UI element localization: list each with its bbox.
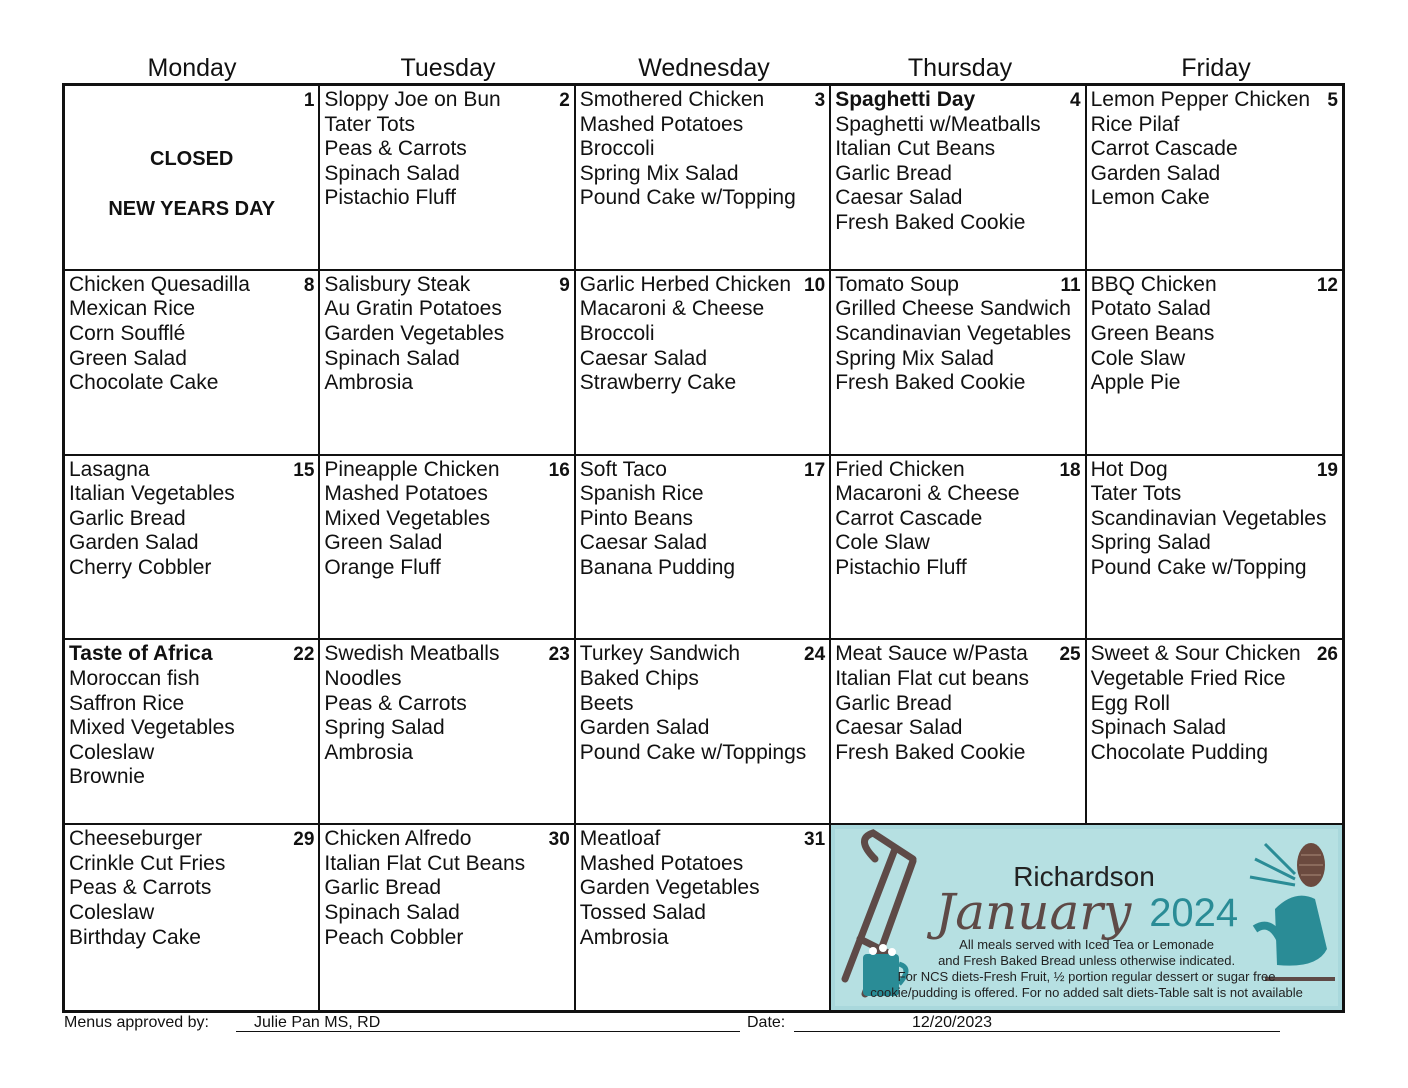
menu-item: Caesar Salad — [835, 716, 963, 740]
menu-item: Carrot Cascade — [835, 506, 983, 530]
day-cell-19 — [1087, 456, 1342, 641]
menu-item: Green Salad — [69, 346, 187, 370]
day-header-tuesday: Tuesday — [400, 54, 496, 82]
menu-item: Brownie — [69, 765, 145, 789]
banner-note-line: cookie/pudding is offered. For no added salt diets-Table salt is not available — [870, 985, 1303, 1001]
day-cell-25 — [831, 640, 1086, 825]
menu-item: Ambrosia — [324, 740, 414, 764]
menu-item: Spring Salad — [324, 716, 445, 740]
menu-item: Pistachio Fluff — [324, 186, 456, 210]
weekday-header — [64, 52, 1344, 84]
menu-item: Strawberry Cake — [579, 371, 737, 395]
menu-item: Chicken Alfredo — [324, 827, 472, 851]
menu-item: Fresh Baked Cookie — [835, 210, 1026, 234]
menu-item: Garden Salad — [1090, 161, 1221, 185]
menu-item: Cole Slaw — [1090, 346, 1186, 370]
day-number: 31 — [804, 829, 826, 851]
approval-footer — [64, 1012, 1344, 1034]
day-cell-10 — [576, 271, 831, 456]
menu-item: Garlic Bread — [69, 506, 186, 530]
menu-item: Moroccan fish — [69, 666, 200, 690]
menu-item: Birthday Cake — [69, 925, 201, 949]
menu-item: Peas & Carrots — [69, 876, 212, 900]
menu-item: Pound Cake w/Toppings — [579, 740, 807, 764]
menu-item: Garden Vegetables — [324, 321, 505, 345]
menu-item: Grilled Cheese Sandwich — [835, 297, 1071, 321]
closed-line: NEW YEARS DAY — [108, 198, 276, 220]
day-cell-16 — [320, 456, 575, 641]
menu-item: Garden Salad — [69, 531, 199, 555]
menu-item: Fried Chicken — [835, 457, 965, 481]
day-header-monday: Monday — [147, 54, 237, 82]
menu-item: Mixed Vegetables — [324, 506, 491, 530]
day-number: 9 — [559, 274, 570, 296]
menu-item: Spring Salad — [1090, 531, 1211, 555]
day-cell-26 — [1087, 640, 1342, 825]
menu-item: Meat Sauce w/Pasta — [835, 642, 1028, 666]
day-number: 30 — [548, 829, 570, 851]
day-cell-3 — [576, 86, 831, 271]
menu-item: Noodles — [324, 666, 402, 690]
day-cell-5 — [1087, 86, 1342, 271]
menu-item: Turkey Sandwich — [579, 642, 741, 666]
banner-note-line: and Fresh Baked Bread unless otherwise indicated. — [938, 953, 1236, 969]
menu-item: Salisbury Steak — [324, 272, 471, 296]
menu-item: Chocolate Pudding — [1090, 740, 1269, 764]
menu-item: Egg Roll — [1090, 691, 1170, 715]
day-cell-18 — [831, 456, 1086, 641]
menu-item: Mexican Rice — [69, 297, 196, 321]
menu-item: Banana Pudding — [579, 555, 736, 579]
menu-item: Chocolate Cake — [69, 371, 219, 395]
menu-item: Spinach Salad — [324, 161, 460, 185]
closed-notice — [65, 134, 318, 234]
day-number: 26 — [1316, 644, 1338, 666]
menu-item: Green Salad — [324, 531, 443, 555]
menu-item: Italian Flat Cut Beans — [324, 851, 526, 875]
day-cell-2 — [320, 86, 575, 271]
day-header-wednesday: Wednesday — [638, 54, 770, 82]
banner-location: Richardson — [1013, 861, 1155, 893]
menu-item: Mashed Potatoes — [579, 112, 744, 136]
menu-item: Pound Cake w/Topping — [579, 186, 796, 210]
day-cell-31 — [576, 825, 831, 1010]
day-cell-22 — [65, 640, 320, 825]
menu-item: Mixed Vegetables — [69, 716, 235, 740]
menu-item: Smothered Chicken — [579, 88, 765, 111]
day-cell-9 — [320, 271, 575, 456]
menu-item: Sweet & Sour Chicken — [1090, 642, 1301, 666]
menu-item: Spinach Salad — [1090, 716, 1227, 740]
banner-note-line: All meals served with Iced Tea or Lemonade — [959, 937, 1214, 953]
day-number: 29 — [293, 829, 315, 851]
day-number: 1 — [303, 90, 315, 111]
menu-item: Caesar Salad — [835, 186, 963, 210]
menu-item: Potato Salad — [1090, 297, 1211, 321]
menu-item: BBQ Chicken — [1090, 272, 1217, 296]
day-cell-8 — [65, 271, 320, 456]
menu-item: Tater Tots — [1090, 482, 1182, 506]
day-number: 22 — [293, 644, 315, 666]
menu-item: Pound Cake w/Topping — [1090, 555, 1307, 579]
menu-item: Lemon Pepper Chicken — [1090, 88, 1311, 111]
day-cell-15 — [65, 456, 320, 641]
menu-item: Cheeseburger — [69, 827, 203, 851]
menu-item: Garlic Bread — [324, 876, 442, 900]
menu-item: Tossed Salad — [579, 900, 706, 924]
menu-calendar-grid — [62, 83, 1345, 1013]
menu-item: Mashed Potatoes — [324, 482, 488, 506]
menu-item: Broccoli — [579, 321, 655, 345]
menu-item: Spring Mix Salad — [579, 161, 739, 185]
menu-item: Tomato Soup — [835, 272, 959, 296]
menu-item: Carrot Cascade — [1090, 137, 1238, 161]
menu-item: Hot Dog — [1090, 457, 1168, 481]
menu-item: Tater Tots — [324, 112, 416, 136]
day-cell-11 — [831, 271, 1086, 456]
day-number: 23 — [548, 644, 570, 666]
menu-item: Coleslaw — [69, 740, 155, 764]
menu-item: Spinach Salad — [324, 346, 460, 370]
menu-item: Cherry Cobbler — [69, 555, 212, 579]
menu-item: Sloppy Joe on Bun — [324, 88, 501, 111]
day-number: 11 — [1060, 274, 1081, 296]
menu-item: Beets — [579, 691, 634, 715]
day-number: 15 — [293, 459, 315, 481]
day-number: 19 — [1316, 459, 1338, 481]
menu-item: Caesar Salad — [579, 531, 708, 555]
menu-item: Spanish Rice — [579, 482, 704, 506]
menu-item: Pinto Beans — [579, 506, 694, 530]
menu-item: Baked Chips — [579, 666, 699, 690]
menu-item: Italian Cut Beans — [835, 137, 996, 161]
menu-item: Macaroni & Cheese — [579, 297, 765, 321]
day-cell-24 — [576, 640, 831, 825]
day-number: 4 — [1070, 90, 1081, 111]
pinecone-icon — [1250, 843, 1325, 887]
day-cell-1 — [65, 86, 320, 271]
day-cell-4 — [831, 86, 1086, 271]
menu-item: Green Beans — [1090, 321, 1215, 345]
banner-notes — [835, 937, 1338, 1001]
menu-item: Peach Cobbler — [324, 925, 464, 949]
menu-item: Scandinavian Vegetables — [1090, 506, 1327, 530]
menu-item: Apple Pie — [1090, 371, 1181, 395]
banner-note-line: For NCS diets-Fresh Fruit, ½ portion regular dessert or sugar free — [897, 969, 1276, 985]
day-number: 12 — [1316, 274, 1338, 296]
menu-item: Corn Soufflé — [69, 321, 186, 345]
menu-item: Ambrosia — [324, 371, 414, 395]
menu-item: Rice Pilaf — [1090, 112, 1180, 136]
day-header-thursday: Thursday — [907, 54, 1013, 82]
menu-item: Broccoli — [579, 137, 655, 161]
day-number: 3 — [814, 90, 826, 111]
day-cell-12 — [1087, 271, 1342, 456]
month-banner — [831, 825, 1342, 1010]
menu-item: Fresh Baked Cookie — [835, 740, 1026, 764]
menu-item: Italian Flat cut beans — [835, 666, 1029, 690]
day-cell-23 — [320, 640, 575, 825]
menu-item: Lemon Cake — [1090, 186, 1210, 210]
menu-item: Caesar Salad — [579, 346, 708, 370]
day-number: 2 — [559, 90, 570, 111]
day-number: 16 — [548, 459, 570, 481]
menu-item: Vegetable Fried Rice — [1090, 666, 1286, 690]
day-number: 25 — [1059, 644, 1081, 666]
menu-item: Pistachio Fluff — [835, 555, 967, 579]
menu-item: Meatloaf — [579, 827, 661, 851]
theme-title: Taste of Africa — [69, 642, 213, 666]
menu-item: Spring Mix Salad — [835, 346, 994, 370]
menu-item: Mashed Potatoes — [579, 851, 744, 875]
menu-item: Pineapple Chicken — [324, 457, 500, 481]
day-number: 18 — [1059, 459, 1081, 481]
menu-item: Cole Slaw — [835, 531, 930, 555]
menu-item: Au Gratin Potatoes — [324, 297, 502, 321]
day-cell-17 — [576, 456, 831, 641]
banner-background — [835, 829, 1338, 1006]
date-line — [794, 1031, 1280, 1032]
menu-item: Soft Taco — [579, 457, 667, 481]
menu-item: Chicken Quesadilla — [69, 272, 250, 296]
theme-title: Spaghetti Day — [835, 88, 976, 111]
day-number: 8 — [303, 274, 315, 296]
date-value: 12/20/2023 — [912, 1014, 993, 1031]
menu-item: Italian Vegetables — [69, 482, 235, 506]
menu-item: Garden Vegetables — [579, 876, 760, 900]
menu-item: Coleslaw — [69, 900, 155, 924]
banner-month: January — [935, 883, 1132, 942]
day-number: 17 — [804, 459, 826, 481]
day-number: 10 — [804, 274, 826, 296]
menu-item: Spinach Salad — [324, 900, 460, 924]
menu-item: Fresh Baked Cookie — [835, 371, 1026, 395]
menu-item: Swedish Meatballs — [324, 642, 500, 666]
menu-item: Orange Fluff — [324, 555, 441, 579]
day-number: 24 — [804, 644, 826, 666]
menu-item: Lasagna — [69, 457, 150, 481]
menu-item: Spaghetti w/Meatballs — [835, 112, 1041, 136]
menu-item: Garlic Bread — [835, 161, 952, 185]
approved-by-value: Julie Pan MS, RD — [254, 1014, 381, 1031]
approved-by-label: Menus approved by: — [64, 1014, 209, 1031]
menu-item: Saffron Rice — [69, 691, 185, 715]
date-label: Date: — [747, 1014, 786, 1031]
menu-item: Garlic Herbed Chicken — [579, 272, 792, 296]
menu-item: Macaroni & Cheese — [835, 482, 1020, 506]
day-header-friday: Friday — [1181, 54, 1251, 82]
menu-item: Crinkle Cut Fries — [69, 851, 226, 875]
menu-item: Garden Salad — [579, 716, 710, 740]
menu-item: Peas & Carrots — [324, 691, 467, 715]
menu-item: Peas & Carrots — [324, 137, 467, 161]
closed-line: CLOSED — [150, 148, 234, 170]
menu-item: Scandinavian Vegetables — [835, 321, 1072, 345]
menu-item: Ambrosia — [579, 925, 669, 949]
day-number: 5 — [1327, 90, 1338, 111]
day-cell-29 — [65, 825, 320, 1010]
menu-item: Garlic Bread — [835, 691, 952, 715]
day-cell-30 — [320, 825, 575, 1010]
banner-year: 2024 — [1149, 891, 1239, 936]
